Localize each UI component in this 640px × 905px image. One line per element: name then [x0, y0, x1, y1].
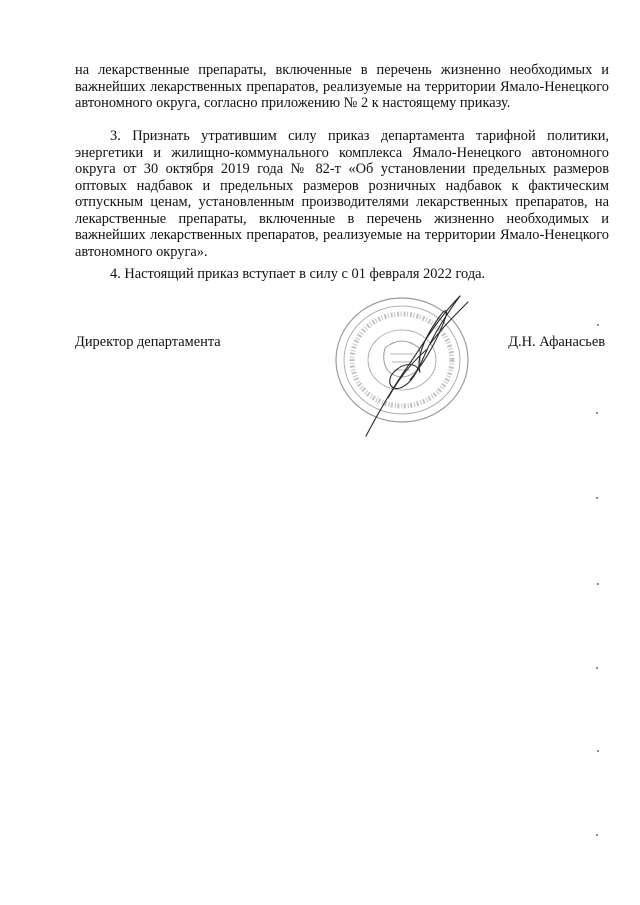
- scan-dot: [596, 497, 598, 499]
- paragraph-item-3: 3. Признать утратившим силу приказ департамента тарифной политики, энергетики и жилищно-коммунального комплекса Ямало-Ненецкого автономного округа от 30 октября 2019 года № 82-т «Об установлении предельных размеров оптовых надбавок и предельных размеров розничных надбавок к фактическим отпускным ценам, установленным производителями лекарственных препаратов, на лекарственные препараты, включенные в перечень жизненно необходимых и важнейших лекарственных препаратов, реализуемые на территории Ямало-Ненецкого автономного округа».: [75, 128, 609, 260]
- scan-dot: [596, 412, 598, 414]
- paragraph-continued: на лекарственные препараты, включенные в перечень жизненно необходимых и важнейших лекарственных препаратов, реализуемые на территории Ямало-Ненецкого автономного округа, согласно приложению № 2 к настоящему приказу.: [75, 62, 609, 111]
- official-stamp-seal: [330, 288, 480, 438]
- scan-dot: [597, 583, 599, 585]
- scan-dot: [597, 324, 599, 326]
- signature-position: Директор департамента: [75, 334, 221, 350]
- scan-dot: [596, 667, 598, 669]
- signature-name: Д.Н. Афанасьев: [508, 334, 605, 350]
- scan-dot: [596, 834, 598, 836]
- scan-dot: [597, 750, 599, 752]
- paragraph-item-4: 4. Настоящий приказ вступает в силу с 01 февраля 2022 года.: [110, 266, 486, 282]
